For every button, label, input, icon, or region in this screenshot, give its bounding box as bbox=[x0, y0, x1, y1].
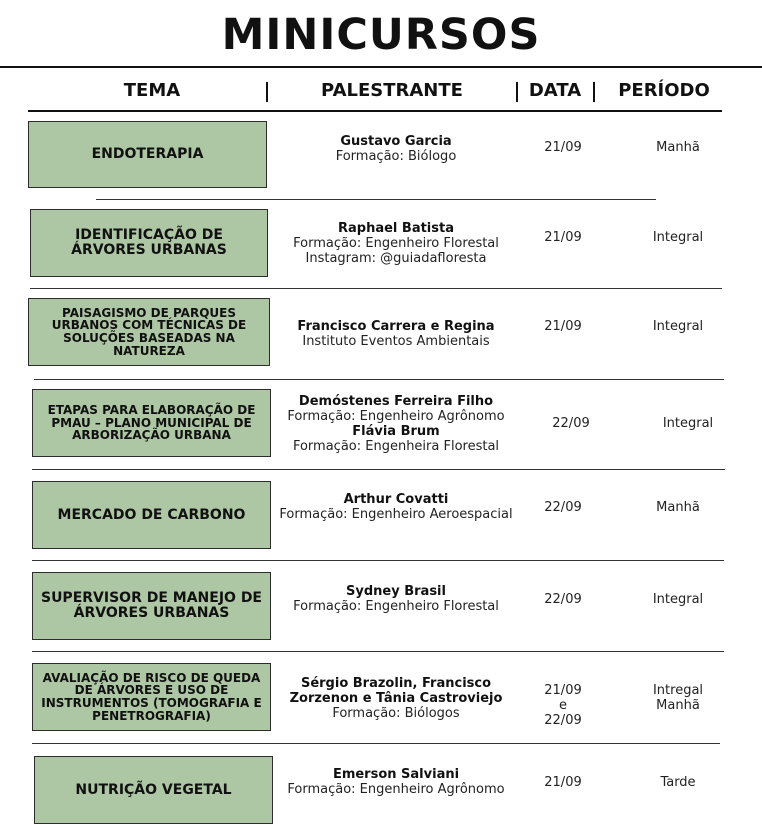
course-period: Intregal Manhã bbox=[652, 683, 704, 713]
speaker-detail: Instagram: @guiadafloresta bbox=[305, 251, 487, 266]
speaker-name: Emerson Salviani bbox=[332, 767, 460, 782]
row-divider bbox=[32, 469, 725, 470]
course-date: 22/09 bbox=[552, 416, 590, 431]
speaker-detail: Formação: Biólogo bbox=[335, 149, 457, 164]
course-period: Integral bbox=[652, 592, 704, 607]
course-period: Integral bbox=[662, 416, 714, 431]
course-period: Manhã bbox=[656, 140, 700, 155]
speaker-detail: Instituto Eventos Ambientais bbox=[302, 334, 490, 349]
course-period: Integral bbox=[652, 230, 704, 245]
course-theme: ETAPAS PARA ELABORAÇÃO DE PMAU – PLANO MUNICIPAL DE ARBORIZAÇÃO URBANA bbox=[32, 389, 271, 457]
row-divider bbox=[34, 379, 724, 380]
speaker-detail: Formação: Engenheiro Florestal bbox=[293, 599, 499, 614]
header-period: PERÍODO bbox=[618, 80, 710, 101]
speaker-detail: Formação: Engenheira Florestal bbox=[292, 439, 500, 454]
speaker-detail: Formação: Engenheiro Agrônomo bbox=[287, 782, 505, 797]
header-date: DATA bbox=[528, 80, 582, 101]
row-divider bbox=[30, 288, 722, 289]
course-date: 21/09 bbox=[544, 775, 582, 790]
speaker-detail: Formação: Engenheiro Florestal bbox=[293, 236, 499, 251]
course-theme: AVALIAÇÃO DE RISCO DE QUEDA DE ÁRVORES E USO DE INSTRUMENTOS (TOMOGRAFIA E PENETROGRAFIA) bbox=[32, 663, 271, 731]
course-date: 21/09 e 22/09 bbox=[544, 683, 582, 728]
row-divider bbox=[32, 651, 724, 652]
course-date: 21/09 bbox=[544, 230, 582, 245]
speaker-info bbox=[266, 134, 526, 164]
title-divider bbox=[0, 66, 762, 68]
speaker-info bbox=[266, 221, 526, 266]
speaker-name: Gustavo Garcia bbox=[340, 134, 452, 149]
speaker-name: Sérgio Brazolin, Francisco bbox=[300, 676, 492, 691]
course-date: 22/09 bbox=[544, 500, 582, 515]
course-theme: SUPERVISOR DE MANEJO DE ÁRVORES URBANAS bbox=[32, 572, 271, 640]
speaker-name: Flávia Brum bbox=[352, 424, 440, 439]
header-separator bbox=[266, 82, 268, 102]
header-speaker: PALESTRANTE bbox=[321, 80, 463, 101]
course-date: 21/09 bbox=[544, 319, 582, 334]
speaker-name: Raphael Batista bbox=[338, 221, 454, 236]
speaker-info bbox=[266, 767, 526, 797]
course-date: 22/09 bbox=[544, 592, 582, 607]
page-title: MINICURSOS bbox=[221, 10, 541, 60]
speaker-info bbox=[266, 584, 526, 614]
speaker-detail: Formação: Engenheiro Agrônomo bbox=[287, 409, 505, 424]
row-divider bbox=[32, 743, 720, 744]
speaker-name: Demóstenes Ferreira Filho bbox=[298, 394, 494, 409]
header-theme: TEMA bbox=[123, 80, 181, 101]
speaker-name: Sydney Brasil bbox=[346, 584, 446, 599]
speaker-info bbox=[266, 676, 526, 721]
course-theme: PAISAGISMO DE PARQUES URBANOS COM TÉCNICAS DE SOLUÇÕES BASEADAS NA NATUREZA bbox=[28, 298, 270, 366]
speaker-info bbox=[266, 492, 526, 522]
course-theme: IDENTIFICAÇÃO DE ÁRVORES URBANAS bbox=[30, 209, 268, 277]
speaker-detail: Formação: Biólogos bbox=[332, 706, 460, 721]
course-theme: ENDOTERAPIA bbox=[28, 121, 267, 188]
course-theme: MERCADO DE CARBONO bbox=[32, 481, 271, 549]
header-separator bbox=[593, 82, 595, 102]
speaker-name: Arthur Covatti bbox=[343, 492, 449, 507]
speaker-info bbox=[266, 394, 526, 454]
course-period: Integral bbox=[652, 319, 704, 334]
course-period: Manhã bbox=[656, 500, 700, 515]
speaker-detail: Formação: Engenheiro Aeroespacial bbox=[279, 507, 513, 522]
row-divider bbox=[96, 199, 656, 200]
header-separator bbox=[516, 82, 518, 102]
speaker-name: Francisco Carrera e Regina bbox=[297, 319, 495, 334]
header-divider bbox=[28, 110, 722, 112]
course-date: 21/09 bbox=[544, 140, 582, 155]
speaker-info bbox=[266, 319, 526, 349]
course-period: Tarde bbox=[660, 775, 696, 790]
row-divider bbox=[32, 560, 724, 561]
course-theme: NUTRIÇÃO VEGETAL bbox=[34, 756, 273, 824]
speaker-name: Zorzenon e Tânia Castroviejo bbox=[289, 691, 503, 706]
